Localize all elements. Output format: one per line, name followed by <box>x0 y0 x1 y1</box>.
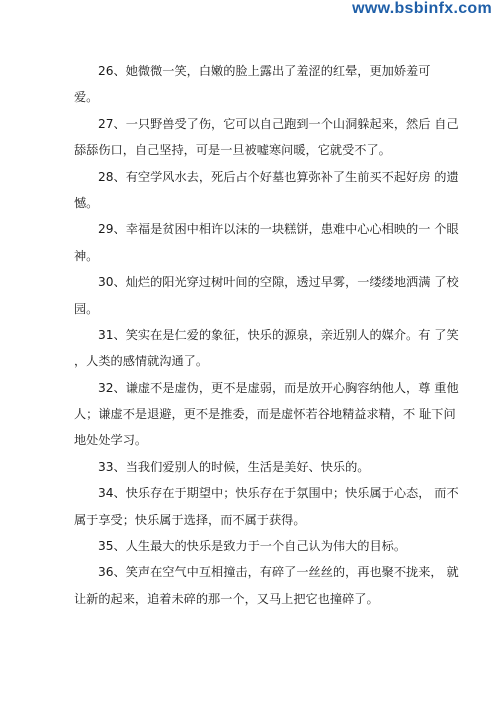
paragraph-28 <box>74 164 459 217</box>
paragraph-line: 36、笑声在空气中互相撞击，有碎了一丝丝的，再也聚不拢来， 就 <box>98 565 459 580</box>
paragraph-31 <box>74 322 459 375</box>
paragraph-line: 28、有空学风水去，死后占个好墓也算弥补了生前买不起好房 的遗 <box>98 169 459 184</box>
paragraph-26 <box>74 58 442 111</box>
paragraph-34 <box>74 480 459 533</box>
paragraph-line: 27、一只野兽受了伤，它可以自己跑到一个山洞躲起来，然后 自己 <box>98 116 459 131</box>
paragraph-line: 35、人生最大的快乐是致力于一个自己认为伟大的目标。 <box>98 539 407 554</box>
paragraph-30 <box>74 269 459 322</box>
paragraph-line: 地处处学习。 <box>74 433 148 448</box>
paragraph-line: 31、笑实在是仁爱的象征，快乐的源泉，亲近别人的媒介。有 了笑 <box>98 327 459 342</box>
paragraph-line: 人；谦虚不是退避，更不是推委，而是虚怀若谷地精益求精，不 耻下问 <box>74 407 456 422</box>
paragraph-line: 33、当我们爱别人的时候，生活是美好、快乐的。 <box>98 459 370 474</box>
paragraph-line: 爱。 <box>74 90 99 105</box>
paragraph-line: 憾。 <box>74 195 99 210</box>
paragraph-line: 神。 <box>74 248 99 263</box>
paragraph-line: 34、快乐存在于期望中；快乐存在于氛围中；快乐属于心态， 而不 <box>98 486 459 501</box>
paragraph-line: 29、幸福是贫困中相许以沫的一块糕饼，患难中心心相映的一 个眼 <box>98 222 459 237</box>
paragraph-36 <box>74 559 459 612</box>
paragraph-line: ，人类的感情就沟通了。 <box>74 354 209 369</box>
paragraph-33 <box>74 454 442 480</box>
paragraph-29 <box>74 216 459 269</box>
paragraph-line: 园。 <box>74 301 99 316</box>
paragraph-35 <box>74 533 442 559</box>
site-watermark: www.bsbinfx.com <box>352 0 492 17</box>
paragraph-line: 30、灿烂的阳光穿过树叶间的空隙，透过早雾，一缕缕地洒满 了校 <box>98 275 459 290</box>
paragraph-line: 26、她微微一笑，白嫩的脸上露出了羞涩的红晕，更加娇羞可 <box>98 64 431 78</box>
paragraph-27 <box>74 111 459 164</box>
paragraph-line: 让新的起来，追着未碎的那一个，又马上把它也撞碎了。 <box>74 591 379 606</box>
paragraph-line: 属于享受；快乐属于选择，而不属于获得。 <box>74 512 306 527</box>
paragraph-line: 32、谦虚不是虚伪，更不是虚弱，而是放开心胸容纳他人，尊 重他 <box>98 380 459 395</box>
paragraph-32 <box>74 375 459 454</box>
document-body <box>74 58 459 612</box>
paragraph-line: 舔舔伤口，自己坚持，可是一旦被嘘寒问暖，它就受不了。 <box>74 143 391 158</box>
